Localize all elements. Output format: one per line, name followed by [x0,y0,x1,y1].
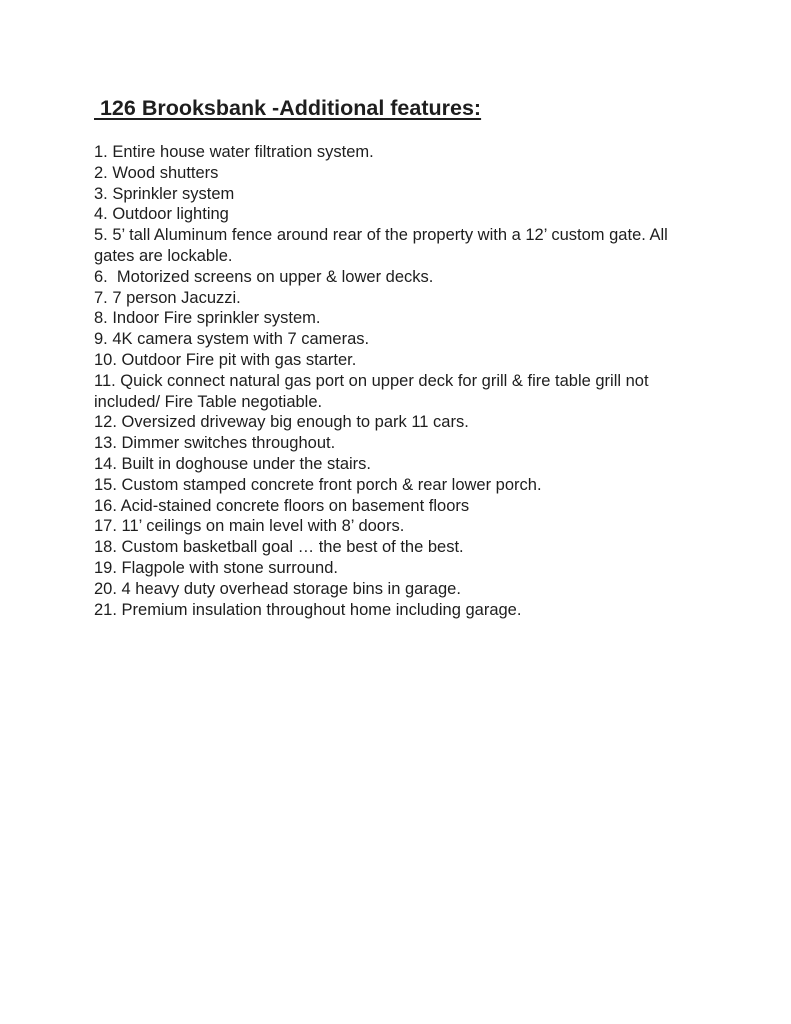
feature-item: 1. Entire house water filtration system. [94,143,374,161]
feature-item: 11. Quick connect natural gas port on upper deck for grill & fire table grill not included/ Fire Table negotiable. [94,371,654,411]
document-title: 126 Brooksbank -Additional features: [94,96,482,120]
feature-item: 18. Custom basketball goal … the best of the best. [94,538,464,557]
feature-item: 13. Dimmer switches throughout. [94,434,336,453]
feature-item: 19. Flagpole with stone surround. [94,558,338,577]
feature-item: 21. Premium insulation throughout home including garage. [94,600,522,619]
feature-item: 14. Built in doghouse under the stairs. [94,454,372,473]
feature-item: 10. Outdoor Fire pit with gas starter. [94,350,357,369]
feature-item: 16. Acid-stained concrete floors on basement floors [94,496,470,515]
feature-item: 3. Sprinkler system [94,184,235,203]
feature-item: 2. Wood shutters [94,163,219,182]
features-list [94,142,694,620]
feature-item: 6. Motorized screens on upper & lower decks. [94,267,434,286]
document-page [94,94,694,620]
feature-item: 15. Custom stamped concrete front porch & rear lower porch. [94,475,542,494]
feature-item: 4. Outdoor lighting [94,205,229,224]
feature-item: 7. 7 person Jacuzzi. [94,288,241,307]
feature-item: 20. 4 heavy duty overhead storage bins in garage. [94,579,461,598]
feature-item: 8. Indoor Fire sprinkler system. [94,309,321,328]
feature-item: 5. 5’ tall Aluminum fence around rear of the property with a 12’ custom gate. All gates are lockable. [94,226,673,265]
feature-item: 12. Oversized driveway big enough to park 11 cars. [94,413,469,432]
feature-item: 17. 11’ ceilings on main level with 8’ doors. [94,517,405,536]
feature-item: 9. 4K camera system with 7 cameras. [94,330,370,349]
